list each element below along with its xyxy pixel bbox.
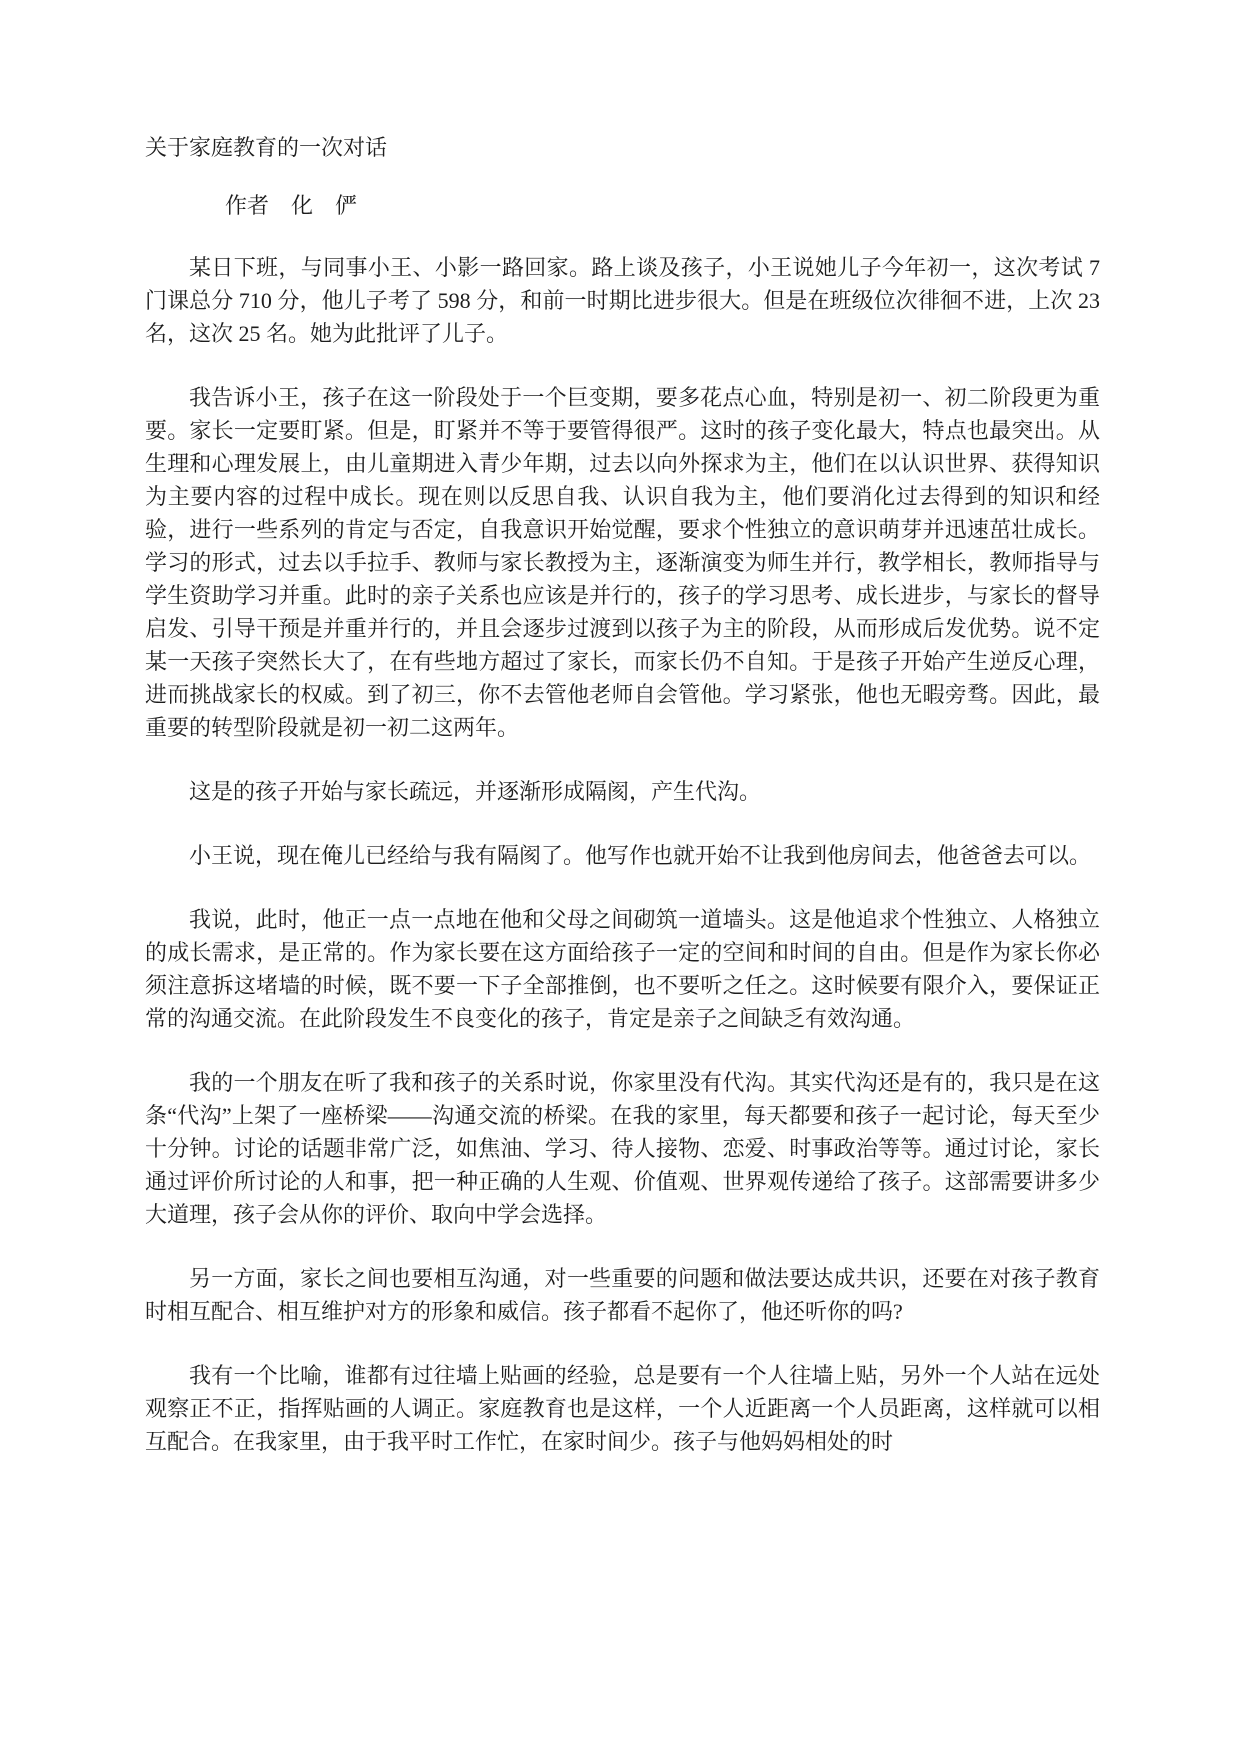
paragraph-3: 这是的孩子开始与家长疏远，并逐渐形成隔阂，产生代沟。 xyxy=(189,779,762,804)
paragraph-4: 小王说，现在俺儿已经给与我有隔阂了。他写作也就开始不让我到他房间去，他爸爸去可以。 xyxy=(189,843,1092,868)
paragraph-8: 我有一个比喻，谁都有过往墙上贴画的经验，总是要有一个人往墙上贴，另外一个人站在远处观察正不正，指挥贴画的人调正。家庭教育也是这样，一个人近距离一个人员距离，这样就可以相互配合。在我家里，由于我平时工作忙，在家时间少。孩子与他妈妈相处的时 xyxy=(145,1363,1100,1454)
paragraph-2: 我告诉小王，孩子在这一阶段处于一个巨变期，要多花点心血，特别是初一、初二阶段更为重要。家长一定要盯紧。但是，盯紧并不等于要管得很严。这时的孩子变化最大，特点也最突出。从生理和心理发展上，由儿童期进入青少年期，过去以向外探求为主，他们在以认识世界、获得知识为主要内容的过程中成长。现在则以反思自我、认识自我为主，他们要消化过去得到的知识和经验，进行一些系列的肯定与否定，自我意识开始觉醒，要求个性独立的意识萌芽并迅速茁壮成长。学习的形式，过去以手拉手、教师与家长教授为主，逐渐演变为师生并行，教学相长，教师指导与学生资助学习并重。此时的亲子关系也应该是并行的，孩子的学习思考、成长进步，与家长的督导启发、引导干预是并重并行的，并且会逐步过渡到以孩子为主的阶段，从而形成后发优势。说不定某一天孩子突然长大了，在有些地方超过了家长，而家长仍不自知。于是孩子开始产生逆反心理，进而挑战家长的权威。到了初三，你不去管他老师自会管他。学习紧张，他也无暇旁骛。因此，最重要的转型阶段就是初一初二这两年。 xyxy=(145,385,1100,740)
author-line: 作者 化 俨 xyxy=(225,193,358,218)
paragraph-5: 我说，此时，他正一点一点地在他和父母之间砌筑一道墙头。这是他追求个性独立、人格独立的成长需求，是正常的。作为家长要在这方面给孩子一定的空间和时间的自由。但是作为家长你必须注意拆这堵墙的时候，既不要一下子全部推倒，也不要听之任之。这时候要有限介入，要保证正常的沟通交流。在此阶段发生不良变化的孩子，肯定是亲子之间缺乏有效沟通。 xyxy=(145,907,1100,1031)
paragraph-7: 另一方面，家长之间也要相互沟通，对一些重要的问题和做法要达成共识，还要在对孩子教育时相互配合、相互维护对方的形象和威信。孩子都看不起你了，他还听你的吗? xyxy=(145,1266,1100,1324)
document-title: 关于家庭教育的一次对话 xyxy=(145,135,388,160)
paragraph-6: 我的一个朋友在听了我和孩子的关系时说，你家里没有代沟。其实代沟还是有的，我只是在这条“代沟”上架了一座桥梁——沟通交流的桥梁。在我的家里，每天都要和孩子一起讨论，每天至少十分钟。讨论的话题非常广泛，如焦油、学习、待人接物、恋爱、时事政治等等。通过讨论，家长通过评价所讨论的人和事，把一种正确的人生观、价值观、世界观传递给了孩子。这部需要讲多少大道理，孩子会从你的评价、取向中学会选择。 xyxy=(145,1070,1100,1227)
paragraph-1: 某日下班，与同事小王、小影一路回家。路上谈及孩子，小王说她儿子今年初一，这次考试 7 门课总分 710 分，他儿子考了 598 分，和前一时期比进步很大。但是在班级位次徘徊不进，上次 23 名，这次 25 名。她为此批评了儿子。 xyxy=(145,255,1100,346)
